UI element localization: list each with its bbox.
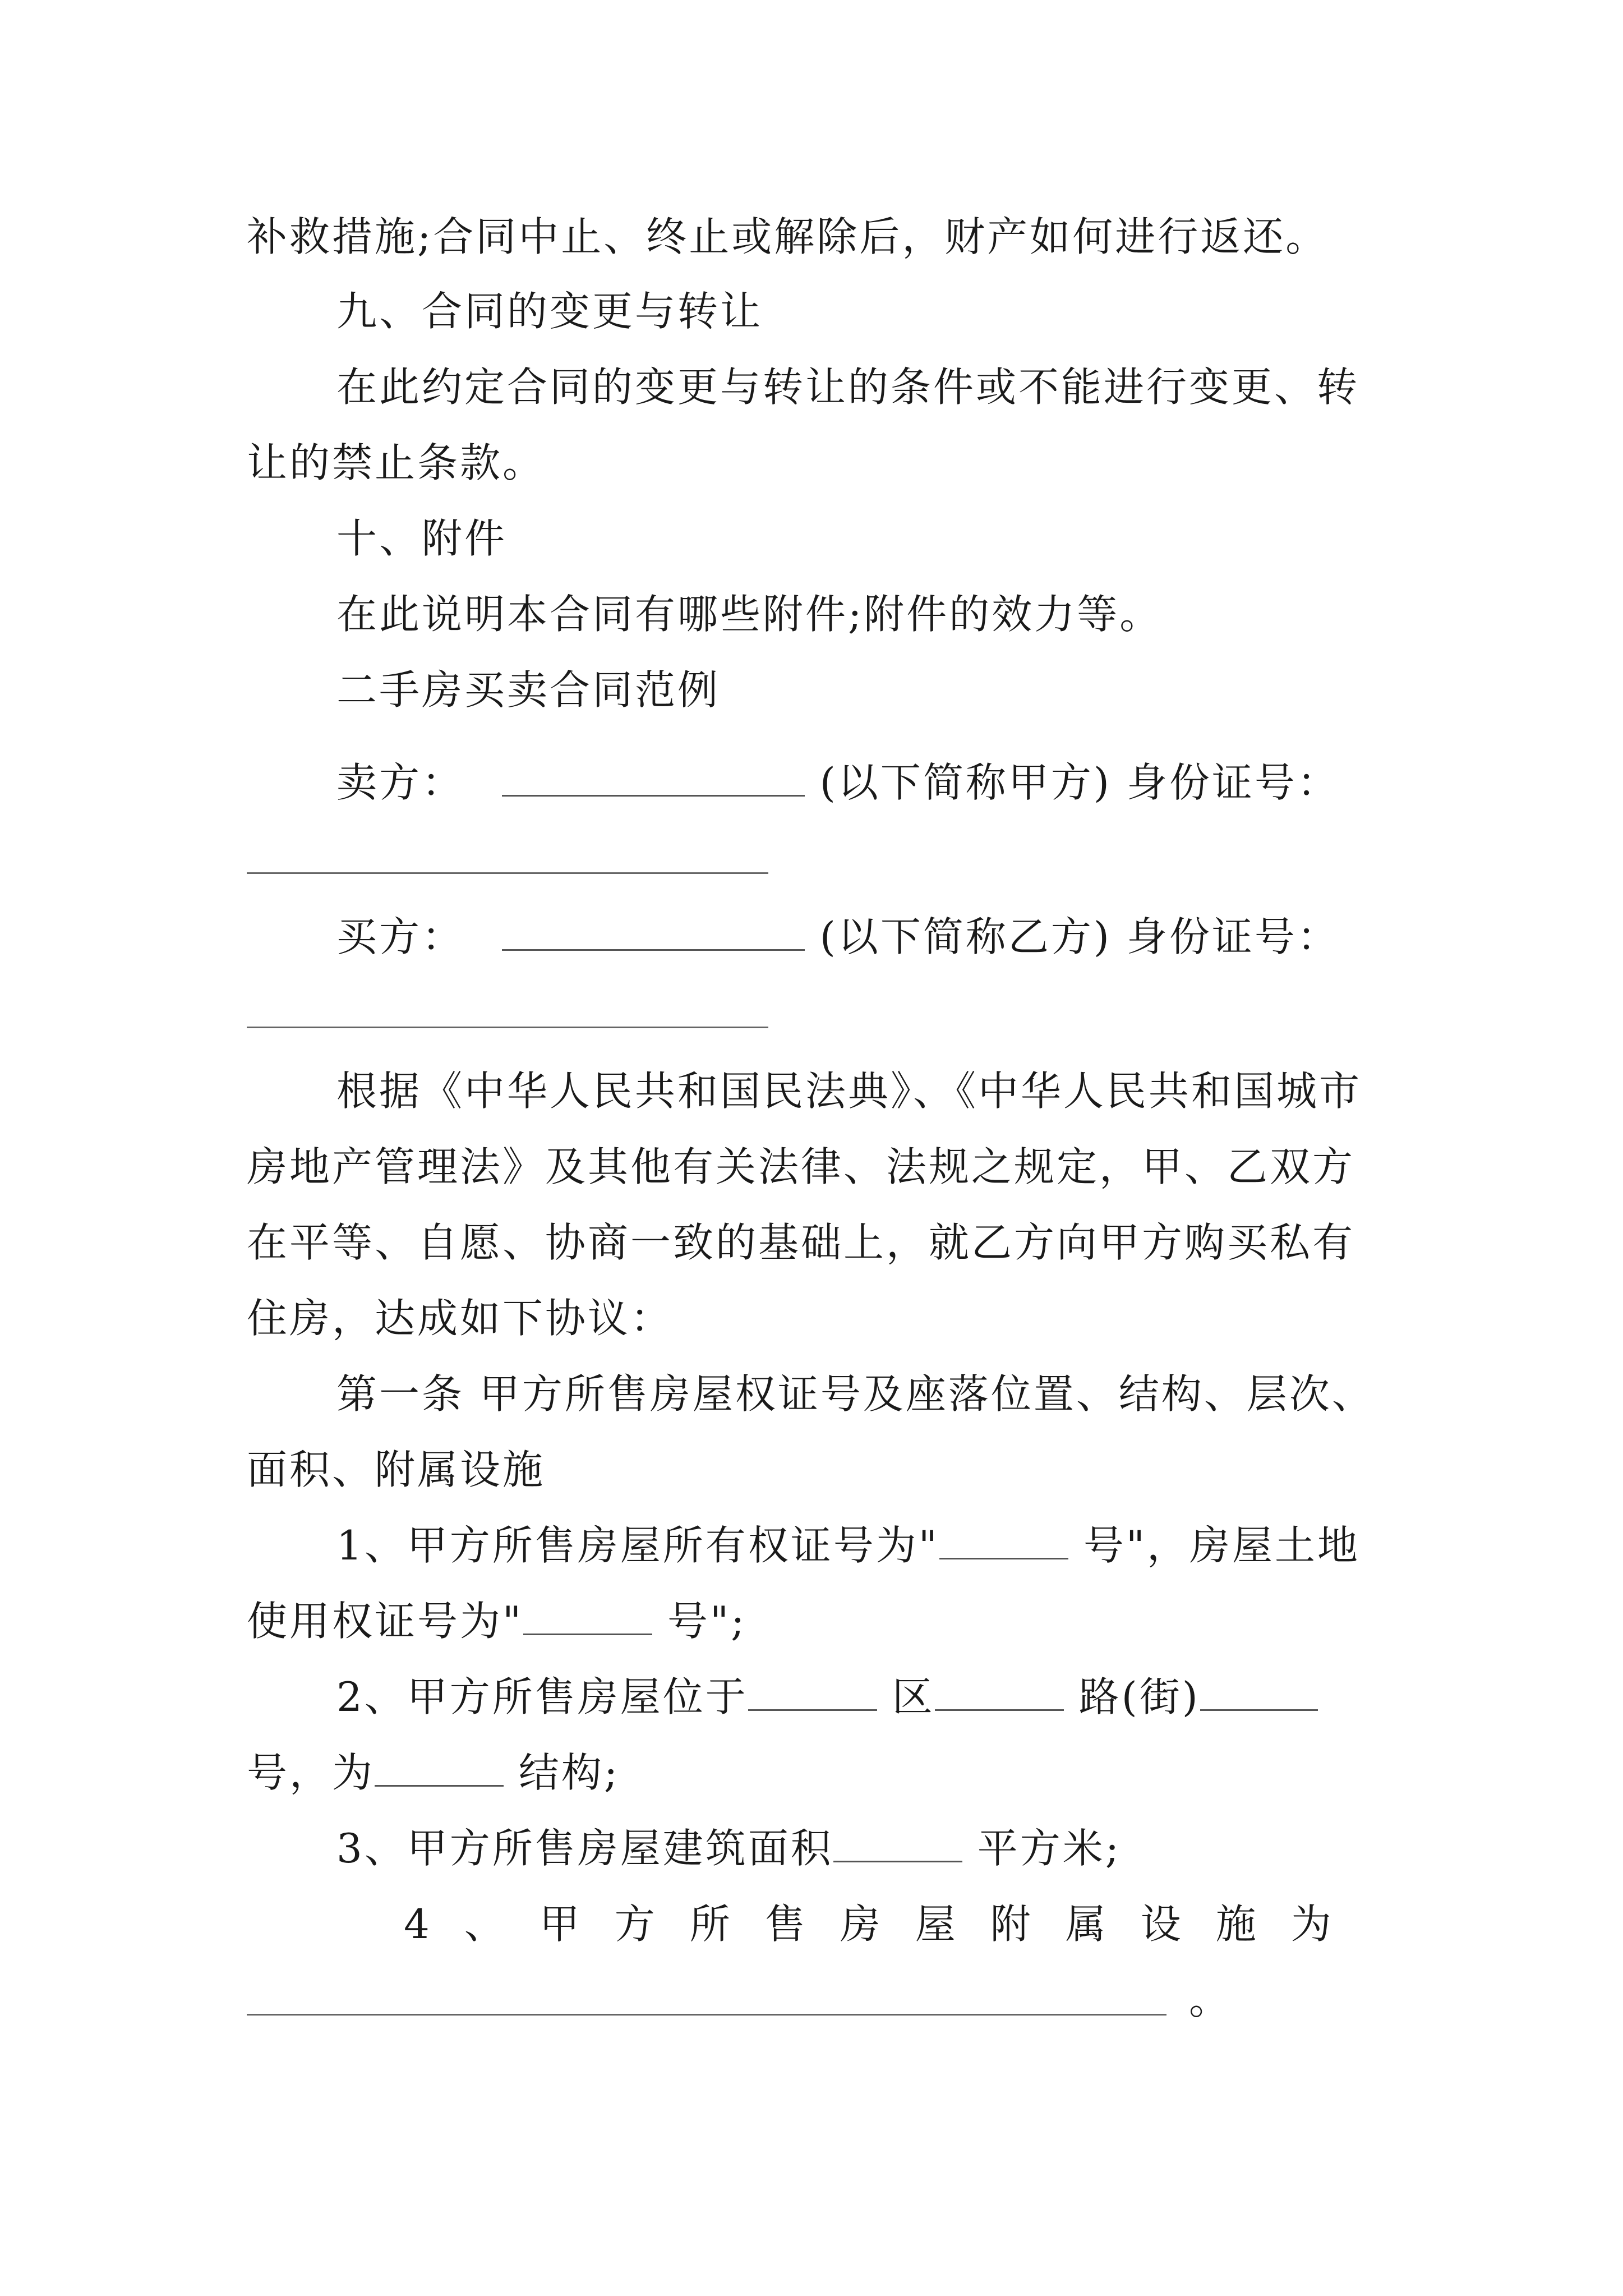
section-heading: 九、合同的变更与转让 (336, 288, 763, 335)
clause-text: 号"，房屋土地 (1083, 1522, 1360, 1569)
clause-1-line-2 (247, 1593, 1391, 1649)
paragraph-line: 补救措施;合同中止、终止或解除后，财产如何进行返还。 (247, 213, 1329, 260)
document-subtitle: 二手房买卖合同范例 (336, 666, 721, 714)
paragraph-line: 让的禁止条款。 (247, 439, 546, 486)
clause-text: 平方米; (977, 1825, 1121, 1872)
seller-name-blank (502, 761, 805, 797)
district-blank (748, 1676, 877, 1711)
buyer-label: 买方： (336, 913, 465, 960)
paragraph-line: 在此说明本合同有哪些附件;附件的效力等。 (336, 591, 1163, 638)
buyer-line (336, 909, 1481, 965)
clause-text: 2、甲方所售房屋位于 (336, 1673, 748, 1720)
buyer-name-blank (502, 915, 805, 951)
paragraph-line: 房地产管理法》及其他有关法律、法规之规定，甲、乙双方 (247, 1143, 1355, 1190)
clause-4-line: 4、甲方所售房屋附属设施为 (404, 1901, 1366, 1948)
paragraph-line: 面积、附属设施 (247, 1446, 546, 1493)
clause-text: 区 (892, 1673, 935, 1720)
paragraph-line: 根据《中华人民共和国民法典》、《中华人民共和国城市 (336, 1068, 1362, 1115)
ownership-cert-blank (939, 1524, 1068, 1559)
buyer-id-blank (247, 1027, 768, 1028)
seller-id-blank (247, 872, 768, 874)
clause-3-line (336, 1820, 1481, 1876)
clause-text: 1、甲方所售房屋所有权证号为" (336, 1522, 939, 1569)
clause-text: 路(街) (1078, 1673, 1200, 1720)
clause-text: 号"; (667, 1598, 747, 1645)
land-cert-blank (523, 1600, 652, 1635)
number-blank (1200, 1676, 1318, 1711)
road-blank (935, 1676, 1064, 1711)
paragraph-line: 在此约定合同的变更与转让的条件或不能进行变更、转 (336, 364, 1360, 411)
seller-line (336, 754, 1481, 811)
clause-text: 号，为 (247, 1749, 375, 1796)
section-heading: 十、附件 (336, 515, 508, 562)
article-heading: 第一条 甲方所售房屋权证号及座落位置、结构、层次、 (336, 1370, 1375, 1418)
facilities-blank (247, 2014, 1166, 2016)
buyer-suffix: (以下简称乙方) 身份证号： (819, 913, 1340, 960)
seller-label: 卖方： (336, 759, 465, 806)
clause-1-line (336, 1517, 1481, 1573)
paragraph-line: 住房，达成如下协议： (247, 1295, 674, 1342)
clause-text: 结构; (518, 1749, 620, 1796)
clause-2-line (336, 1669, 1481, 1725)
structure-blank (375, 1751, 504, 1787)
area-blank (833, 1827, 962, 1862)
paragraph-line: 在平等、自愿、协商一致的基础上，就乙方向甲方购买私有 (247, 1219, 1355, 1266)
seller-suffix: (以下简称甲方) 身份证号： (819, 759, 1340, 806)
clause-text: 3、甲方所售房屋建筑面积 (336, 1825, 833, 1872)
clause-text: 使用权证号为" (247, 1598, 524, 1645)
clause-2-line-2 (247, 1745, 1391, 1801)
clause-4-end: 。 (1189, 1976, 1232, 2023)
